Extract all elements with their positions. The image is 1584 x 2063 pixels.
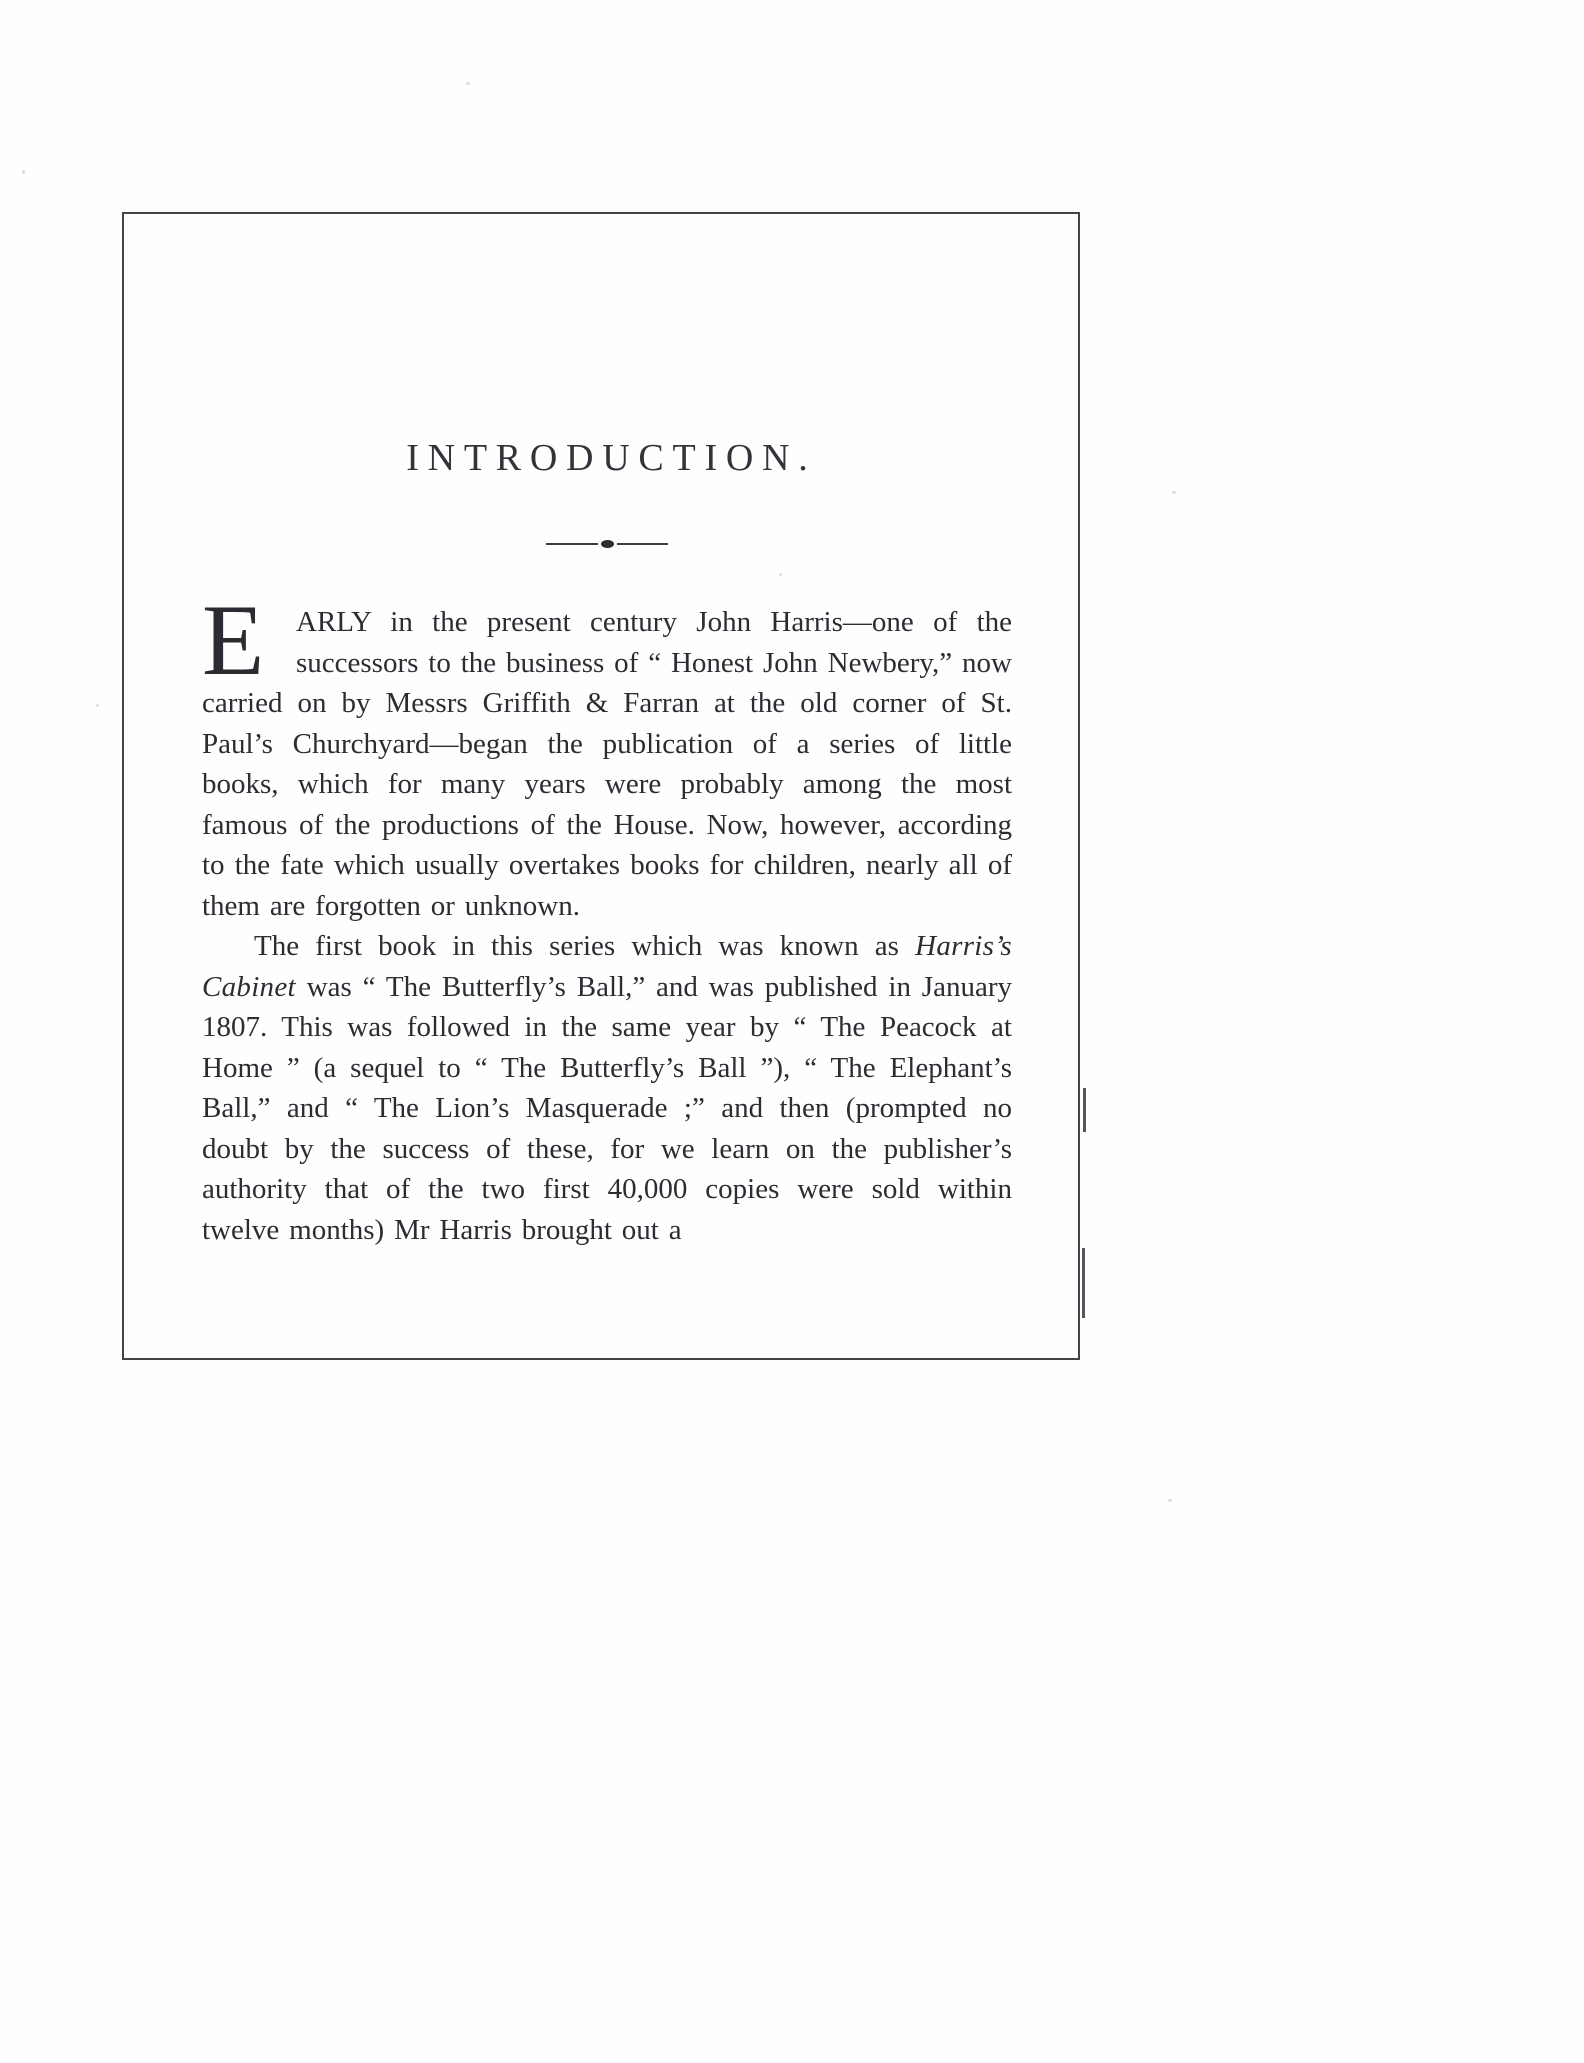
- divider-rule-right: [617, 543, 669, 545]
- paragraph-2: [202, 926, 1012, 1250]
- scan-artifact-stroke: [1083, 1088, 1086, 1132]
- scan-speck: [1168, 1499, 1172, 1502]
- divider-rule-left: [546, 543, 598, 545]
- scan-speck: [779, 573, 782, 576]
- paragraph-1-text: ARLY in the present century John Harris—one of the successors to the business of “ Honest John Newbery,” now carried on by Messrs Griffith & Farran at the old corner of St. Paul’s Churchyard—began the publication of a series of little books, which for many years were probably among the most famous of the productions of the House. Now, however, according to the fate which usually overtakes books for children, nearly all of them are forgotten or unknown.: [202, 606, 1012, 922]
- scan-speck: [22, 170, 25, 174]
- page-title: INTRODUCTION.: [406, 437, 817, 479]
- body-text: [202, 584, 1012, 1250]
- page-border-frame: [122, 212, 1080, 1360]
- dropcap-letter: E: [202, 584, 265, 697]
- scan-artifact-stroke: [1082, 1248, 1085, 1318]
- paragraph-2-text-segment: was “ The Butterfly’s Ball,” and was published in January 1807. This was followed in the same year by “ The Peacock at Home ” (a sequel to “ The Butterfly’s Ball ”), “ The Elephant’s Ball,” and “ The Lion’s Masquerade ;” and then (prompted no doubt by the success of these, for we learn on the publisher’s authority that of the two first 40,000 copies were sold within twelve months) Mr Harris brought out a: [202, 970, 1012, 1246]
- scan-speck: [1172, 491, 1176, 494]
- book-series-title-italic: Harris’s Cabinet: [202, 930, 1012, 1003]
- section-divider: [546, 540, 668, 548]
- divider-dot: [601, 540, 614, 548]
- scan-speck: [96, 704, 99, 707]
- paragraph-1: [202, 584, 1012, 926]
- scan-speck: [466, 82, 470, 85]
- paragraph-2-text-segment: The first book in this series which was known as: [254, 930, 916, 962]
